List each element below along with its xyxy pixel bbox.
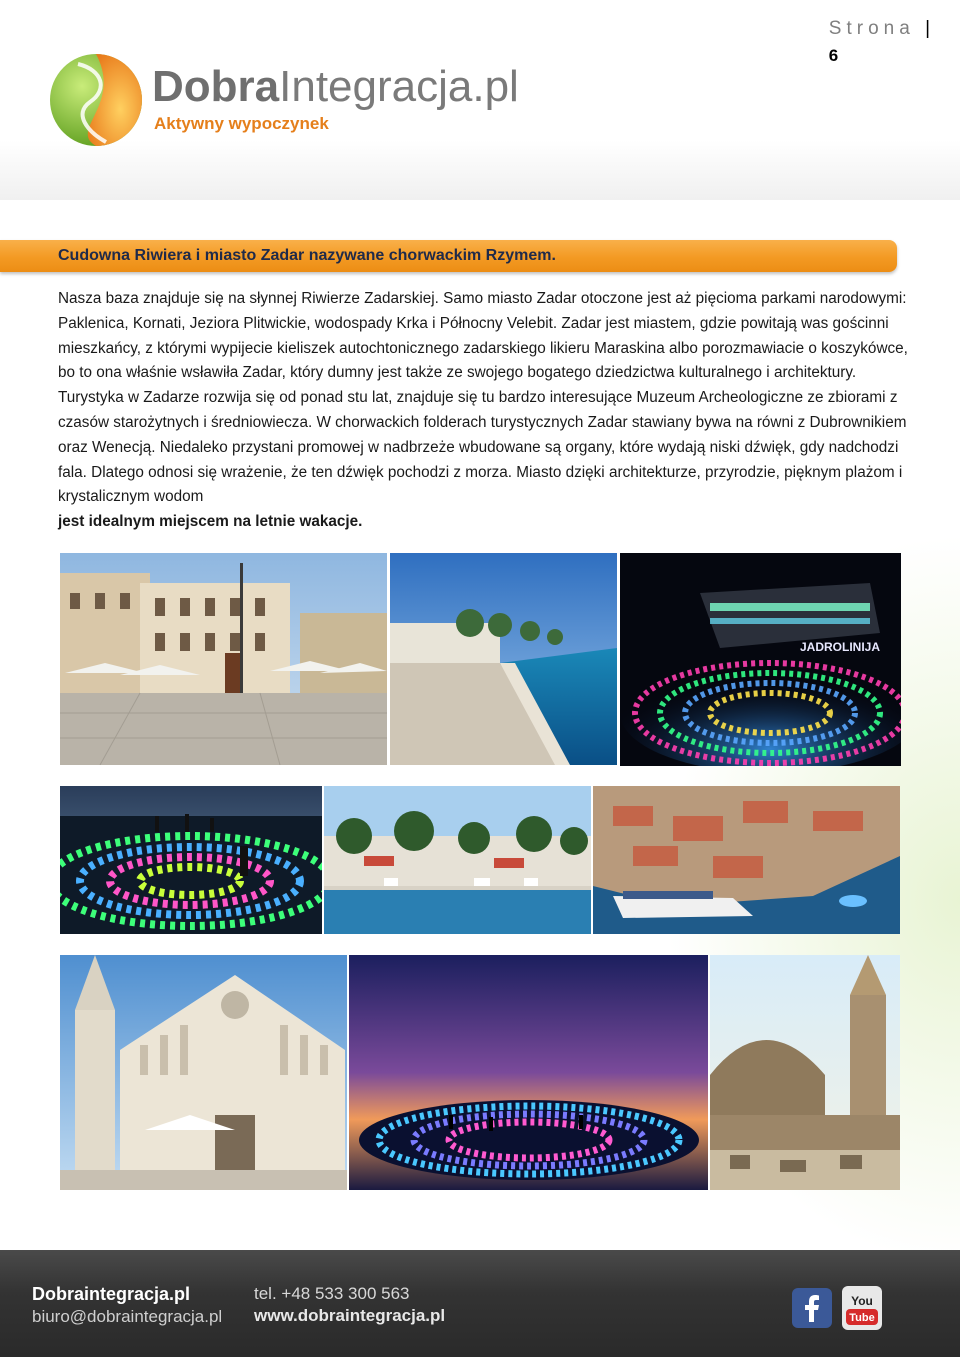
footer-site[interactable]: Dobraintegracja.pl <box>32 1284 191 1304</box>
page-number: 6 <box>828 46 839 65</box>
footer-contact-middle <box>254 1284 445 1326</box>
photo-zadar-harbour-palms <box>324 786 591 934</box>
photo-zadar-square <box>60 553 387 765</box>
youtube-icon-top-text: You <box>851 1294 873 1308</box>
footer-phone: tel. +48 533 300 563 <box>254 1284 410 1303</box>
logo-brand-bold: Dobra <box>152 62 280 111</box>
logo-tagline: Aktywny wypoczynek <box>154 114 329 133</box>
logo-brand-light: Integracja.pl <box>279 62 519 111</box>
brand-logo[interactable] <box>48 50 528 150</box>
photo-sun-salutation-people <box>60 786 322 934</box>
logo-emblem-icon <box>48 50 148 150</box>
footer-www[interactable]: www.dobraintegracja.pl <box>254 1306 446 1325</box>
body-paragraph <box>58 287 908 535</box>
photo-sun-salutation-ferry <box>620 553 901 766</box>
photo-st-anastasia-cathedral <box>60 955 347 1190</box>
page-separator: | <box>925 18 930 39</box>
photo-zadar-promenade <box>390 553 617 765</box>
page-number-block <box>829 18 930 66</box>
photo-zadar-aerial <box>593 786 900 934</box>
photo-st-donatus-church <box>710 955 900 1190</box>
facebook-icon[interactable] <box>792 1288 832 1328</box>
youtube-icon[interactable] <box>842 1286 882 1330</box>
photo-sunset-sun-salutation <box>349 955 708 1190</box>
paragraph-text: Nasza baza znajduje się na słynnej Riwierze Zadarskiej. Samo miasto Zadar otoczone jest aż pięcioma parkami narodowymi: Paklenica, Kornati, Jeziora Plitwickie, wodospady Krka i Północny Velebit. Zadar jest miastem, gdzie powitają was gościnni mieszkańcy, z którymi wypijecie kieliszek autochtonicznego zadarskiego likieru Maraskina albo porozmawiacie o koszykówce, bo to ona właśnie wsławiła Zadar, który dumny jest także ze swojego bogatego dziedzictwa kulturalnego i architektury. Turystyka w Zadarze rozwija się od ponad stu lat, znajduje się tu bardzo interesujące Muzeum Archeologiczne ze zbiorami z czasów starożytnych i średniowiecza. W chorwackich folderach turystycznych Zadar stawiany bywa na równi z Dubrownikiem oraz Wenecją. Niedaleko przystani promowej w nadbrzeże wbudowane są organy, które wydają niski dźwięk, gdy nadchodzi fala. Dlatego odnosi się wrażenie, że ten dźwięk pochodzi z morza. Miasto dzięki architekturze, przyrodzie, pięknym plażom i krystalicznym wodom <box>58 290 908 506</box>
footer-email[interactable]: biuro@dobraintegracja.pl <box>32 1307 223 1326</box>
logo-wordmark <box>152 62 519 112</box>
footer-contact-left <box>32 1284 222 1327</box>
section-title-banner <box>0 240 897 272</box>
page-label: Strona <box>828 18 915 39</box>
paragraph-closing: jest idealnym miejscem na letnie wakacje. <box>58 513 363 531</box>
section-title: Cudowna Riwiera i miasto Zadar nazywane chorwackim Rzymem. <box>58 247 556 264</box>
youtube-icon-bottom-text: Tube <box>849 1312 875 1324</box>
ferry-name-label: JADROLINIJA <box>800 640 881 654</box>
page-footer <box>0 1250 960 1357</box>
